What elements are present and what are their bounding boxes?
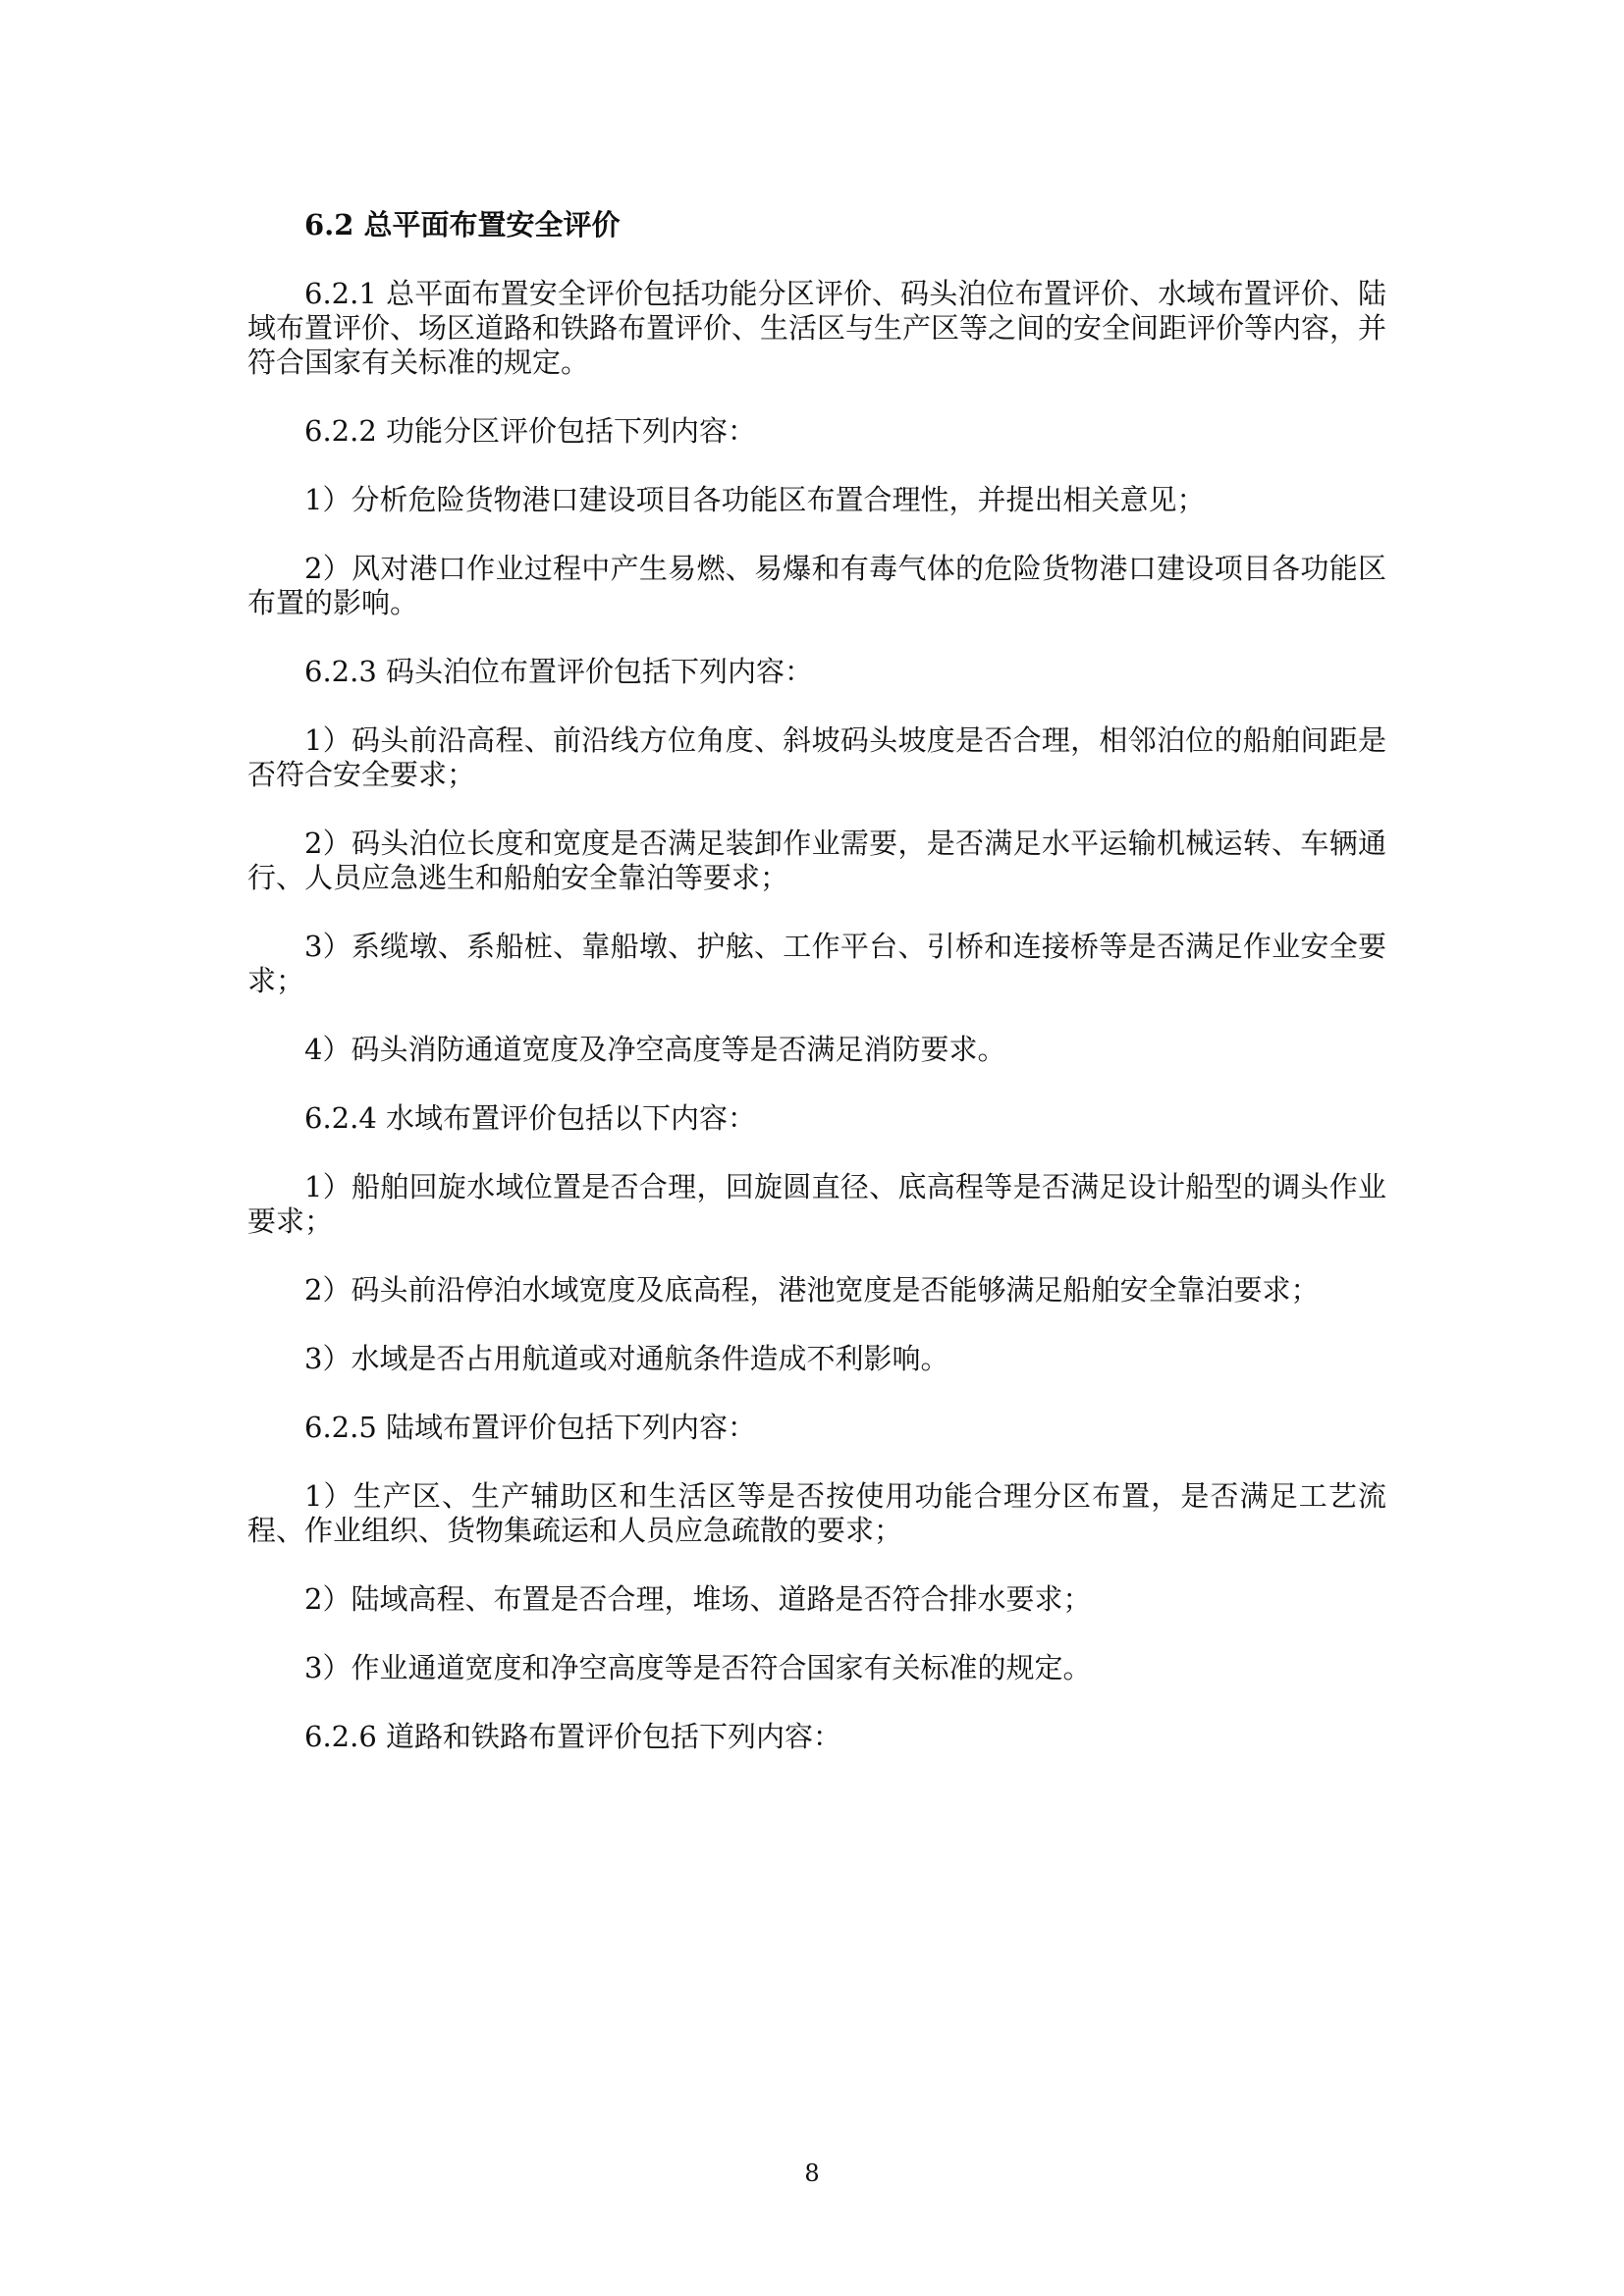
list-item: 1）生产区、生产辅助区和生活区等是否按使用功能合理分区布置，是否满足工艺流程、作业组织、货物集疏运和人员应急疏散的要求； [247,1479,1386,1547]
list-item: 4）码头消防通道宽度及净空高度等是否满足消防要求。 [304,1033,1006,1066]
list-item: 2）码头前沿停泊水域宽度及底高程，港池宽度是否能够满足船舶安全靠泊要求； [304,1273,1320,1307]
list-item: 3）系缆墩、系船桩、靠船墩、护舷、工作平台、引桥和连接桥等是否满足作业安全要求； [247,930,1386,997]
paragraph: 6.2.2 功能分区评价包括下列内容： [304,414,757,448]
list-item: 3）水域是否占用航道或对通航条件造成不利影响。 [304,1342,949,1375]
list-item: 1）码头前沿高程、前沿线方位角度、斜坡码头坡度是否合理，相邻泊位的船舶间距是否符合安全要求； [247,723,1386,791]
list-item: 3）作业通道宽度和净空高度等是否符合国家有关标准的规定。 [304,1651,1092,1684]
paragraph: 6.2.6 道路和铁路布置评价包括下列内容： [304,1720,842,1753]
document-body [247,208,1386,1789]
list-item: 2）陆域高程、布置是否合理，堆场、道路是否符合排水要求； [304,1582,1092,1616]
list-item: 2）风对港口作业过程中产生易燃、易爆和有毒气体的危险货物港口建设项目各功能区布置的影响。 [247,552,1386,619]
paragraph: 6.2.3 码头泊位布置评价包括下列内容： [304,655,814,688]
list-item: 1）船舶回旋水域位置是否合理，回旋圆直径、底高程等是否满足设计船型的调头作业要求； [247,1170,1386,1238]
paragraph: 6.2.1 总平面布置安全评价包括功能分区评价、码头泊位布置评价、水域布置评价、陆域布置评价、场区道路和铁路布置评价、生活区与生产区等之间的安全间距评价等内容，并符合国家有关标准的规定。 [247,277,1387,379]
section-heading: 6.2 总平面布置安全评价 [304,208,621,241]
list-item: 2）码头泊位长度和宽度是否满足装卸作业需要，是否满足水平运输机械运转、车辆通行、人员应急逃生和船舶安全靠泊等要求； [247,827,1386,894]
paragraph: 6.2.5 陆域布置评价包括下列内容： [304,1411,757,1444]
paragraph: 6.2.4 水域布置评价包括以下内容： [304,1101,757,1135]
page-number: 8 [804,2160,820,2187]
list-item: 1）分析危险货物港口建设项目各功能区布置合理性，并提出相关意见； [304,483,1206,516]
